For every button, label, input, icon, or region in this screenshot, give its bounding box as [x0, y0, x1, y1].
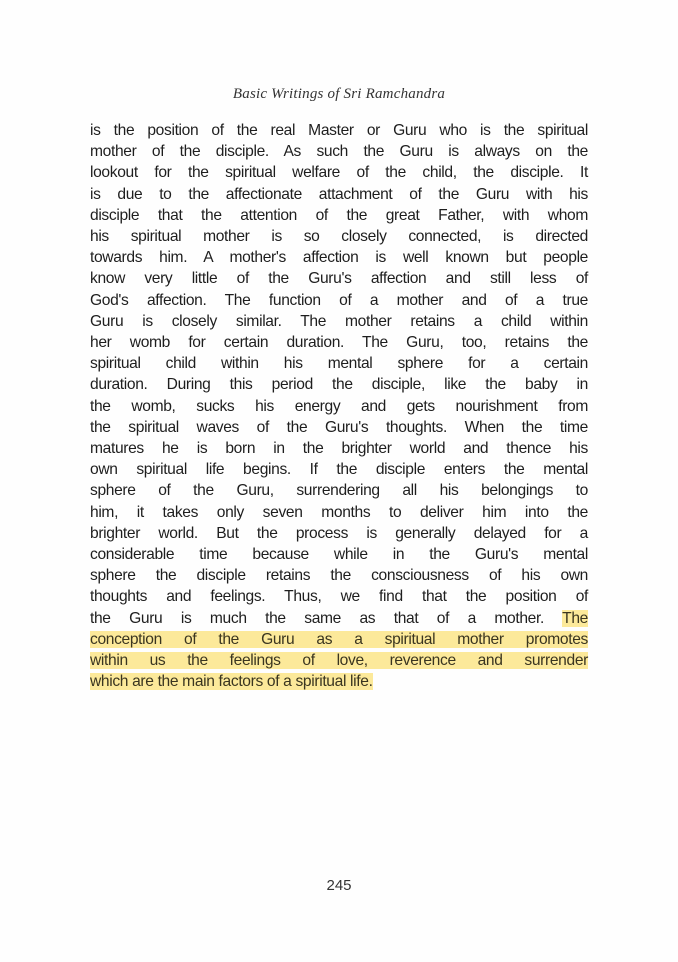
text-line: is due to the affectionate attachment of the Guru with his — [90, 185, 588, 203]
text-line: the spiritual waves of the Guru's thoughts. When the time — [90, 418, 588, 436]
highlighted-text: conception of the Guru as a spiritual mother promotes — [90, 630, 588, 648]
text-line: towards him. A mother's affection is well known but people — [90, 249, 588, 267]
highlighted-segment: The — [562, 609, 588, 627]
text-line: sphere of the Guru, surrendering all his belongings to — [90, 482, 588, 500]
highlighted-line — [90, 629, 588, 650]
text-line: disciple that the attention of the great Father, with whom — [90, 206, 588, 224]
highlighted-text: within us the feelings of love, reverence and surrender — [90, 652, 588, 670]
text-line: lookout for the spiritual welfare of the child, the disciple. It — [90, 164, 588, 182]
text-line: sphere the disciple retains the consciousness of his own — [90, 567, 588, 585]
text-line: him, it takes only seven months to deliver him into the — [90, 503, 588, 521]
highlighted-line — [90, 671, 588, 692]
highlighted-text: which are the main factors of a spiritual life. — [90, 673, 373, 691]
text-line: own spiritual life begins. If the disciple enters the mental — [90, 461, 588, 479]
text-line: duration. During this period the disciple, like the baby in — [90, 376, 588, 394]
text-line: thoughts and feelings. Thus, we find that the position of — [90, 588, 588, 606]
text-line: God's affection. The function of a mother and of a true — [90, 291, 588, 309]
text-line: the womb, sucks his energy and gets nourishment from — [90, 397, 588, 415]
body-paragraph — [90, 120, 588, 692]
text-line: her womb for certain duration. The Guru, too, retains the — [90, 334, 588, 352]
text-line: matures he is born in the brighter world and thence his — [90, 440, 588, 458]
text-line: mother of the disciple. As such the Guru is always on the — [90, 143, 588, 161]
text-line: his spiritual mother is so closely connected, is directed — [90, 228, 588, 246]
text-line: know very little of the Guru's affection and still less of — [90, 270, 588, 288]
running-header: Basic Writings of Sri Ramchandra — [232, 86, 446, 102]
highlighted-line — [90, 650, 588, 671]
plain-segment: the Guru is much the same as that of a mother. — [90, 609, 563, 627]
text-line: is the position of the real Master or Guru who is the spiritual — [90, 122, 588, 139]
text-line: spiritual child within his mental sphere for a certain — [90, 355, 588, 373]
text-line: considerable time because while in the Guru's mental — [90, 546, 588, 564]
text-line: brighter world. But the process is generally delayed for a — [90, 524, 588, 542]
page-number: 245 — [326, 877, 352, 894]
text-line-mixed — [90, 608, 588, 629]
text-line: Guru is closely similar. The mother retains a child within — [90, 312, 588, 330]
